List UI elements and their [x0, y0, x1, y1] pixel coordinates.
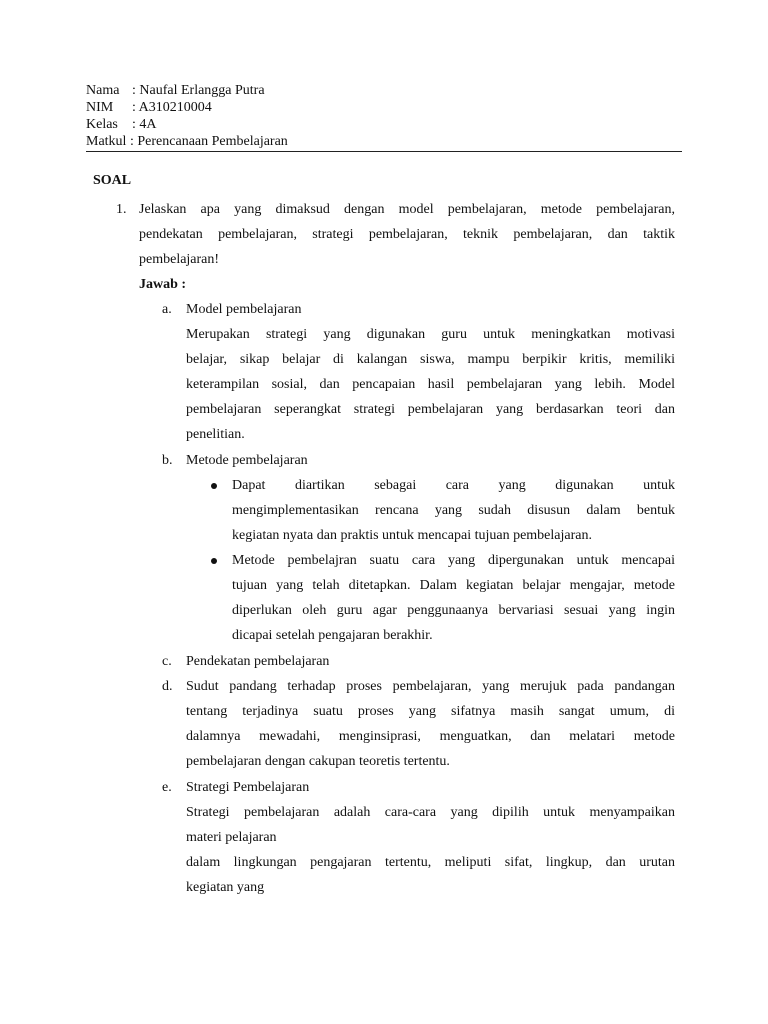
item-d-line-4: pembelajaran dengan cakupan teoretis tertentu.	[186, 754, 450, 769]
item-e-title: Strategi Pembelajaran	[186, 780, 310, 795]
nama-label: Nama	[86, 83, 120, 98]
kelas-row	[86, 116, 682, 133]
item-c-title: Pendekatan pembelajaran	[186, 654, 330, 669]
item-e-line-3: dalam lingkungan pengajaran tertentu, meliputi sifat, lingkup, dan urutan	[186, 855, 675, 870]
item-b-bullet1-line-2: mengimplementasikan rencana yang sudah disusun dalam bentuk	[232, 503, 675, 518]
student-info-header	[86, 82, 682, 150]
item-a-line-4: pembelajaran seperangkat strategi pembelajaran yang berdasarkan teori dan	[186, 402, 675, 417]
nama-row	[86, 82, 682, 99]
item-b-bullet1-line-3: kegiatan nyata dan praktis untuk mencapai tujuan pembelajaran.	[232, 528, 592, 543]
nim-label: NIM	[86, 100, 114, 115]
item-a-marker: a.	[162, 302, 172, 317]
question-number: 1.	[116, 202, 127, 217]
matkul-label: Matkul	[86, 134, 127, 149]
item-b-bullet1-line-1: Dapat diartikan sebagai cara yang digunakan untuk	[232, 478, 675, 493]
item-a-line-1: Merupakan strategi yang digunakan guru untuk meningkatkan motivasi	[186, 327, 675, 342]
item-b-bullet2-line-4: dicapai setelah pengajaran berakhir.	[232, 628, 433, 643]
answer-label: Jawab :	[139, 277, 187, 292]
item-b-title: Metode pembelajaran	[186, 453, 308, 468]
item-a-title: Model pembelajaran	[186, 302, 302, 317]
nim-row	[86, 99, 682, 116]
matkul-row	[86, 133, 682, 150]
nim-value: : A310210004	[132, 100, 212, 115]
question-line-1: Jelaskan apa yang dimaksud dengan model pembelajaran, metode pembelajaran,	[139, 202, 675, 217]
header-divider	[86, 151, 682, 152]
item-e-line-1: Strategi pembelajaran adalah cara-cara yang dipilih untuk menyampaikan	[186, 805, 675, 820]
item-d-line-3: dalamnya mewadahi, menginsiprasi, menguatkan, dan melatari metode	[186, 729, 675, 744]
item-e-line-2: materi pelajaran	[186, 830, 277, 845]
item-a-line-5: penelitian.	[186, 427, 245, 442]
item-d-line-2: tentang terjadinya suatu proses yang sifatnya masih sangat umum, di	[186, 704, 675, 719]
bullet-icon	[211, 483, 217, 489]
kelas-value: : 4A	[132, 117, 157, 132]
item-d-marker: d.	[162, 679, 173, 694]
matkul-value: : Perencanaan Pembelajaran	[130, 134, 288, 149]
item-b-bullet2-line-2: tujuan yang telah ditetapkan. Dalam kegiatan belajar mengajar, metode	[232, 578, 675, 593]
bullet-icon	[211, 558, 217, 564]
item-b-bullet2-line-3: diperlukan oleh guru agar penggunaanya bervariasi sesuai yang ingin	[232, 603, 675, 618]
nama-value: : Naufal Erlangga Putra	[132, 83, 265, 98]
item-a-line-3: keterampilan sosial, dan pencapaian hasil pembelajaran yang lebih. Model	[186, 377, 675, 392]
item-a-line-2: belajar, sikap belajar di kalangan siswa, mampu berpikir kritis, memiliki	[186, 352, 675, 367]
question-line-3: pembelajaran!	[139, 252, 220, 267]
item-b-bullet2-line-1: Metode pembelajran suatu cara yang dipergunakan untuk mencapai	[232, 553, 675, 568]
section-title: SOAL	[93, 173, 132, 188]
item-e-line-4: kegiatan yang	[186, 880, 265, 895]
kelas-label: Kelas	[86, 117, 118, 132]
item-b-marker: b.	[162, 453, 173, 468]
item-c-marker: c.	[162, 654, 172, 669]
item-e-marker: e.	[162, 780, 172, 795]
item-d-line-1: Sudut pandang terhadap proses pembelajaran, yang merujuk pada pandangan	[186, 679, 675, 694]
question-line-2: pendekatan pembelajaran, strategi pembelajaran, teknik pembelajaran, dan taktik	[139, 227, 675, 242]
